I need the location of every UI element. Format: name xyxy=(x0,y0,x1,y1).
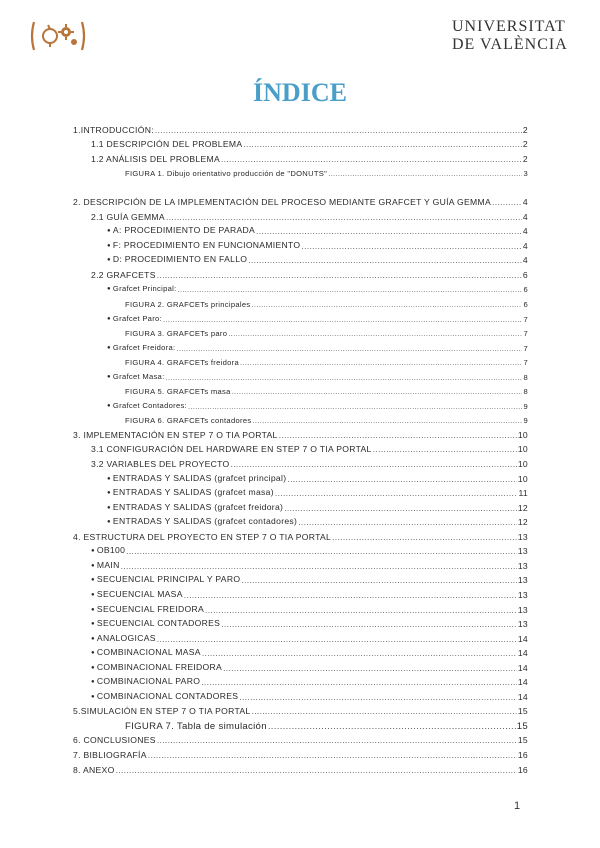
toc-leader-dots xyxy=(275,488,518,499)
university-name-line2: DE VALÈNCIA xyxy=(452,36,568,53)
toc-entry-label: ● ENTRADAS Y SALIDAS (grafcet freidora) xyxy=(107,502,283,514)
toc-leader-dots xyxy=(201,677,517,688)
toc-leader-dots xyxy=(240,357,522,368)
toc-entry-page: 15 xyxy=(517,706,528,717)
toc-entry[interactable] xyxy=(73,499,528,514)
toc-entry[interactable] xyxy=(73,310,528,325)
toc-leader-dots xyxy=(148,750,517,761)
toc-leader-dots xyxy=(223,663,517,674)
toc-leader-dots xyxy=(298,517,517,528)
toc-entry[interactable] xyxy=(73,557,528,572)
toc-entry-label: ● MAIN xyxy=(91,560,120,572)
toc-entry[interactable] xyxy=(73,237,528,252)
toc-entry-page: 2 xyxy=(522,153,528,164)
toc-leader-dots xyxy=(126,546,517,557)
toc-entry-page: 4 xyxy=(522,226,528,237)
toc-entry-label: 3. IMPLEMENTACIÓN EN STEP 7 O TIA PORTAL xyxy=(73,429,278,440)
toc-leader-dots xyxy=(155,125,522,136)
toc-entry-page: 14 xyxy=(517,677,528,688)
toc-leader-dots xyxy=(243,139,522,150)
toc-entry[interactable] xyxy=(73,281,528,296)
toc-entry[interactable] xyxy=(73,441,528,456)
toc-leader-dots xyxy=(231,459,517,470)
toc-entry-page: 15 xyxy=(517,735,528,746)
toc-leader-dots xyxy=(287,474,516,485)
toc-entry[interactable] xyxy=(73,485,528,500)
toc-entry[interactable] xyxy=(73,761,528,776)
toc-entry-label: 5.SIMULACIÓN EN STEP 7 O TIA PORTAL xyxy=(73,706,251,717)
toc-entry-page: 14 xyxy=(517,633,528,644)
toc-entry[interactable] xyxy=(73,586,528,601)
toc-entry[interactable] xyxy=(73,150,528,165)
toc-leader-dots xyxy=(188,401,522,412)
toc-entry-label: ● Grafcet Freidora: xyxy=(107,342,175,354)
toc-entry[interactable] xyxy=(73,412,528,427)
toc-entry-page: 10 xyxy=(517,459,528,470)
toc-entry-page: 6 xyxy=(523,285,528,295)
university-name-line1: UNIVERSITAT xyxy=(452,18,566,35)
toc-entry[interactable] xyxy=(73,397,528,412)
toc-entry-page: 8 xyxy=(523,387,528,397)
toc-entry-label: 1.1 DESCRIPCIÓN DEL PROBLEMA xyxy=(91,139,243,150)
university-logo xyxy=(452,18,572,56)
toc-entry-page: 14 xyxy=(517,691,528,702)
toc-entry-page: 3 xyxy=(523,169,528,179)
toc-leader-dots xyxy=(202,648,517,659)
toc-entry-label: ● OB100 xyxy=(91,545,125,557)
toc-leader-dots xyxy=(251,299,522,310)
toc-leader-dots xyxy=(116,765,517,776)
toc-entry-label: 1.2 ANÁLISIS DEL PROBLEMA xyxy=(91,153,220,164)
faculty-logo xyxy=(28,18,88,54)
toc-entry-page: 4 xyxy=(522,197,528,208)
toc-entry-label: ● SECUENCIAL MASA xyxy=(91,589,183,601)
toc-entry[interactable] xyxy=(73,223,528,238)
toc-entry[interactable] xyxy=(73,572,528,587)
toc-entry-label: 2.2 GRAFCETS xyxy=(91,269,156,280)
toc-entry-label: ● ANALOGICAS xyxy=(91,633,156,645)
toc-leader-dots xyxy=(284,503,517,514)
toc-entry-label: ● D: PROCEDIMIENTO EN FALLO xyxy=(107,254,247,266)
toc-entry-label: ● COMBINACIONAL CONTADORES xyxy=(91,691,238,703)
toc-leader-dots xyxy=(241,575,517,586)
toc-entry-label: 6. CONCLUSIONES xyxy=(73,735,156,746)
toc-entry[interactable] xyxy=(73,266,528,281)
toc-entry[interactable] xyxy=(73,630,528,645)
toc-leader-dots xyxy=(248,255,522,266)
toc-entry-page: 10 xyxy=(517,473,528,484)
toc-entry[interactable] xyxy=(73,354,528,369)
toc-leader-dots xyxy=(166,212,522,223)
toc-entry-page: 10 xyxy=(517,444,528,455)
toc-entry-page: 13 xyxy=(517,575,528,586)
toc-entry[interactable] xyxy=(73,528,528,543)
toc-entry[interactable] xyxy=(73,601,528,616)
toc-leader-dots xyxy=(232,386,523,397)
toc-entry[interactable] xyxy=(73,616,528,631)
toc-entry[interactable] xyxy=(73,470,528,485)
toc-entry-label: ● SECUENCIAL PRINCIPAL Y PARO xyxy=(91,574,240,586)
toc-entry-label: ● ENTRADAS Y SALIDAS (grafcet principal) xyxy=(107,473,286,485)
toc-leader-dots xyxy=(205,605,517,616)
toc-entry-label: FIGURA 7. Tabla de simulación xyxy=(125,720,267,732)
toc-entry-page: 6 xyxy=(523,300,528,310)
toc-entry-label: ● COMBINACIONAL FREIDORA xyxy=(91,662,222,674)
toc-entry-page: 2 xyxy=(522,139,528,150)
toc-leader-dots xyxy=(328,168,522,179)
toc-entry-page: 7 xyxy=(523,343,528,353)
toc-leader-dots xyxy=(239,692,517,703)
toc-leader-dots xyxy=(157,634,517,645)
toc-leader-dots xyxy=(373,444,517,455)
toc-entry-label: FIGURA 1. Dibujo orientativo producción de "DONUTS" xyxy=(125,169,328,179)
page-title: ÍNDICE xyxy=(253,78,347,107)
toc-entry-page: 11 xyxy=(518,488,528,499)
toc-leader-dots xyxy=(121,561,517,572)
toc-entry[interactable] xyxy=(73,426,528,441)
toc-entry-label: FIGURA 2. GRAFCETs principales xyxy=(125,300,251,310)
toc-entry-label: ● SECUENCIAL FREIDORA xyxy=(91,604,204,616)
toc-entry-label: 3.1 CONFIGURACIÓN DEL HARDWARE EN STEP 7 O TIA PORTAL xyxy=(91,444,372,455)
toc-entry-page: 4 xyxy=(522,255,528,266)
toc-entry-label: ● Grafcet Principal: xyxy=(107,283,177,295)
toc-entry-label: ● COMBINACIONAL MASA xyxy=(91,647,201,659)
toc-entry[interactable] xyxy=(73,703,528,718)
toc-entry-page: 12 xyxy=(517,502,528,513)
toc-leader-dots xyxy=(166,372,523,383)
toc-entry[interactable] xyxy=(73,252,528,267)
toc-leader-dots xyxy=(176,343,522,354)
toc-entry[interactable] xyxy=(73,295,528,310)
toc-entry-page: 13 xyxy=(517,619,528,630)
toc-entry-page: 13 xyxy=(517,560,528,571)
toc-leader-dots xyxy=(252,415,522,426)
toc-entry-page: 7 xyxy=(523,358,528,368)
toc-entry[interactable] xyxy=(73,325,528,340)
toc-entry-page: 13 xyxy=(517,589,528,600)
toc-entry-label: ● Grafcet Masa: xyxy=(107,371,165,383)
toc-entry-page: 13 xyxy=(517,546,528,557)
toc-leader-dots xyxy=(157,270,522,281)
toc-entry[interactable] xyxy=(73,121,528,136)
toc-entry[interactable] xyxy=(73,165,528,180)
toc-entry-label: 2. DESCRIPCIÓN DE LA IMPLEMENTACIÓN DEL PROCESO MEDIANTE GRAFCET Y GUÍA GEMMA xyxy=(73,197,492,208)
toc-entry[interactable] xyxy=(73,659,528,674)
toc-entry-page: 14 xyxy=(517,662,528,673)
toc-entry-label: 1.INTRODUCCIÓN: xyxy=(73,124,154,135)
toc-leader-dots xyxy=(157,735,517,746)
toc-entry[interactable] xyxy=(73,136,528,151)
toc-entry-label: FIGURA 5. GRAFCETs masa xyxy=(125,387,231,397)
toc-entry[interactable] xyxy=(73,514,528,529)
toc-entry-label: ● ENTRADAS Y SALIDAS (grafcet masa) xyxy=(107,487,274,499)
toc-entry-label: 4. ESTRUCTURA DEL PROYECTO EN STEP 7 O TIA PORTAL xyxy=(73,531,332,542)
toc-entry[interactable] xyxy=(73,455,528,470)
toc-entry-page: 7 xyxy=(523,314,528,324)
toc-entry-label: 7. BIBLIOGRAFÍA xyxy=(73,749,147,760)
toc-entry[interactable] xyxy=(73,383,528,398)
toc-entry-page: 7 xyxy=(523,329,528,339)
toc-entry-page: 16 xyxy=(517,749,528,760)
toc-entry[interactable] xyxy=(73,645,528,660)
toc-entry-page: 9 xyxy=(523,401,528,411)
toc-leader-dots xyxy=(178,284,523,295)
toc-entry[interactable] xyxy=(73,208,528,223)
toc-leader-dots xyxy=(332,532,517,543)
toc-entry[interactable] xyxy=(73,732,528,747)
toc-entry-page: 12 xyxy=(517,517,528,528)
toc-entry-label: ● COMBINACIONAL PARO xyxy=(91,676,200,688)
toc-entry-page: 15 xyxy=(516,720,528,732)
toc-entry-label: ● Grafcet Contadores: xyxy=(107,400,187,412)
toc-leader-dots xyxy=(252,706,517,717)
table-of-contents xyxy=(73,121,528,776)
toc-entry[interactable] xyxy=(73,746,528,761)
toc-entry-label: ● A: PROCEDIMIENTO DE PARADA xyxy=(107,225,255,237)
toc-leader-dots xyxy=(184,590,517,601)
toc-leader-dots xyxy=(279,430,517,441)
toc-leader-dots xyxy=(221,619,517,630)
toc-entry-page: 16 xyxy=(517,764,528,775)
toc-entry-label: FIGURA 4. GRAFCETs freidora xyxy=(125,358,240,368)
toc-entry-label: ● F: PROCEDIMIENTO EN FUNCIONAMIENTO xyxy=(107,240,300,252)
toc-entry[interactable] xyxy=(73,179,528,208)
toc-entry-label: 2.1 GUÍA GEMMA xyxy=(91,211,165,222)
toc-entry-label: FIGURA 6. GRAFCETs contadores xyxy=(125,416,252,426)
toc-leader-dots xyxy=(163,314,523,325)
toc-entry-page: 13 xyxy=(517,531,528,542)
toc-leader-dots xyxy=(256,226,522,237)
toc-entry-page: 14 xyxy=(517,648,528,659)
toc-entry-page: 4 xyxy=(522,240,528,251)
toc-leader-dots xyxy=(301,241,522,252)
toc-entry-page: 13 xyxy=(517,604,528,615)
toc-entry[interactable] xyxy=(73,688,528,703)
toc-entry-label: ● Grafcet Paro: xyxy=(107,313,162,325)
toc-leader-dots xyxy=(221,154,522,165)
toc-entry-label: 3.2 VARIABLES DEL PROYECTO xyxy=(91,459,230,470)
toc-entry[interactable] xyxy=(73,368,528,383)
toc-entry[interactable] xyxy=(73,543,528,558)
toc-leader-dots xyxy=(268,721,516,732)
toc-leader-dots xyxy=(492,197,522,208)
toc-entry-page: 9 xyxy=(523,416,528,426)
toc-entry-page: 2 xyxy=(522,124,528,135)
toc-entry[interactable] xyxy=(73,674,528,689)
toc-entry-label: ● ENTRADAS Y SALIDAS (grafcet contadores) xyxy=(107,516,297,528)
toc-entry-page: 10 xyxy=(517,429,528,440)
toc-entry-page: 6 xyxy=(522,269,528,280)
toc-leader-dots xyxy=(228,328,522,339)
toc-entry-page: 4 xyxy=(522,211,528,222)
toc-entry-label: FIGURA 3. GRAFCETs paro xyxy=(125,329,228,339)
toc-entry[interactable] xyxy=(73,339,528,354)
toc-entry-label: 8. ANEXO xyxy=(73,764,115,775)
toc-entry-label: ● SECUENCIAL CONTADORES xyxy=(91,618,220,630)
toc-entry[interactable] xyxy=(73,717,528,732)
toc-entry-page: 8 xyxy=(523,372,528,382)
page-number: 1 xyxy=(514,800,521,812)
